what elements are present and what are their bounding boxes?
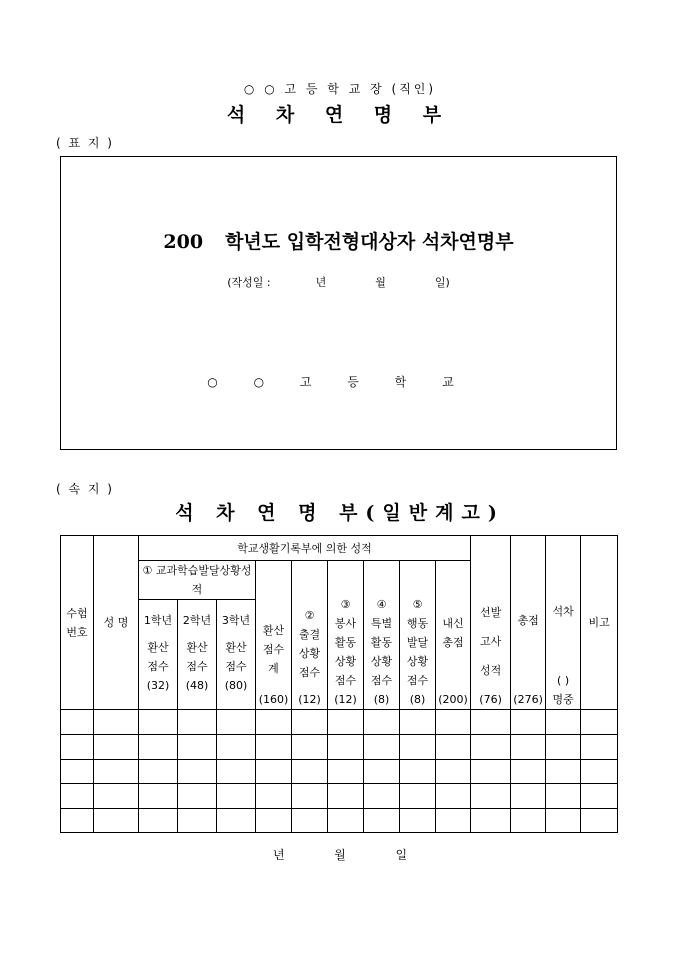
table-row bbox=[61, 784, 618, 809]
header-subtitle: ○ ○ 고 등 학 교 장 (직인) bbox=[243, 82, 437, 96]
inner-title: 석 차 연 명 부(일반계고) bbox=[175, 502, 505, 524]
cover-year: 200 bbox=[163, 231, 204, 253]
header-internal-total: 내신 총점 (200) bbox=[436, 561, 471, 710]
header-grade-1: 1학년 환산 점수 (32) bbox=[139, 600, 178, 710]
header-converted-total: 환산 점수 계 (160) bbox=[256, 561, 292, 710]
cover-title-text: 학년도 입학전형대상자 석차연명부 bbox=[225, 231, 514, 253]
header-exam-number: 수험 번호 bbox=[61, 536, 94, 710]
table-row bbox=[61, 735, 618, 760]
header-rank: 석차 ( ) 명중 bbox=[546, 536, 581, 710]
document-title: 석 차 연 명 부 bbox=[226, 104, 454, 126]
cover-date-month: 월 bbox=[375, 276, 386, 289]
table-row bbox=[61, 809, 618, 833]
header-special-activity: ④ 특별 활동 상황 점수 (8) bbox=[364, 561, 400, 710]
table-row bbox=[61, 760, 618, 784]
header-subject-group: ① 교과학습발달상황성적 bbox=[139, 561, 256, 600]
cover-school: ○ ○ 고 등 학 교 bbox=[207, 375, 470, 389]
footer-date bbox=[0, 846, 680, 863]
cover-box bbox=[60, 156, 617, 450]
header-name: 성 명 bbox=[94, 536, 139, 710]
header-selection-exam: 선발 고사 성적 (76) bbox=[471, 536, 511, 710]
footer-date-month: 월 bbox=[334, 848, 346, 862]
cover-label: ( 표 지 ) bbox=[56, 136, 114, 150]
cover-date-day: 일) bbox=[434, 276, 450, 289]
cover-title bbox=[61, 227, 616, 254]
header-grade-2: 2학년 환산 점수 (48) bbox=[178, 600, 217, 710]
header-total-score: 총점 (276) bbox=[511, 536, 546, 710]
cover-date-year: 년 bbox=[315, 276, 327, 289]
inner-label: ( 속 지 ) bbox=[56, 482, 114, 496]
cover-date bbox=[61, 274, 616, 290]
header-record-group: 학교생활기록부에 의한 성적 bbox=[139, 536, 471, 561]
footer-date-year: 년 bbox=[272, 848, 285, 862]
header-attendance: ② 출결 상황 점수 (12) bbox=[292, 561, 328, 710]
cover-date-prefix: (작성일 : bbox=[227, 276, 271, 289]
header-grade-3: 3학년 환산 점수 (80) bbox=[217, 600, 256, 710]
header-remarks: 비고 bbox=[581, 536, 618, 710]
header-behavior: ⑤ 행동 발달 상황 점수 (8) bbox=[400, 561, 436, 710]
table-row bbox=[61, 710, 618, 735]
grade-table bbox=[60, 535, 618, 833]
header-volunteer: ③ 봉사 활동 상황 점수 (12) bbox=[328, 561, 364, 710]
footer-date-day: 일 bbox=[395, 848, 408, 862]
